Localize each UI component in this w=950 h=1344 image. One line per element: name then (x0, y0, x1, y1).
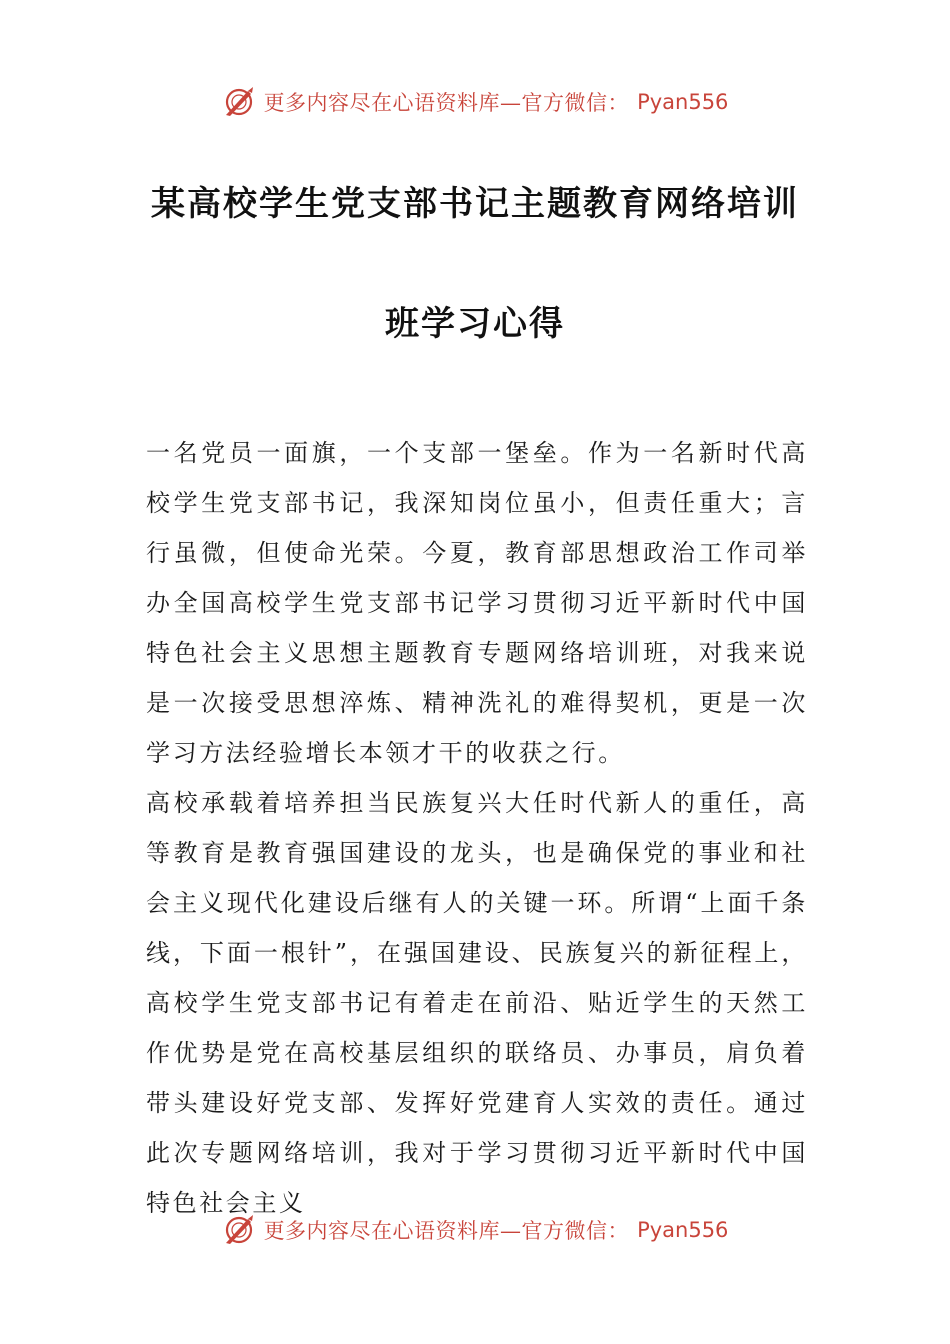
document-title-line-2: 班学习心得 (385, 304, 565, 344)
wechat-id: Pyan556 (637, 90, 729, 114)
banner-text: 更多内容尽在心语资料库—官方微信： (263, 91, 630, 115)
banner-text: 更多内容尽在心语资料库—官方微信： (263, 1219, 630, 1243)
paragraph: 高校承载着培养担当民族复兴大任时代新人的重任，高等教育是教育强国建设的龙头，也是确保党的事业和社会主义现代化建设后继有人的关键一环。所谓“上面千条线，下面一根针”，在强国建设、民族复兴的新征程上，高校学生党支部书记有着走在前沿、贴近学生的天然工作优势是党在高校基层组织的联络员、办事员，肩负着带头建设好党支部、发挥好党建育人实效的责任。通过此次专题网络培训，我对于学习贯彻习近平新时代中国特色社会主义 (146, 789, 808, 1217)
document-body (146, 428, 808, 1228)
footer-banner (0, 1210, 950, 1250)
quill-pen-logo-icon (222, 1213, 256, 1247)
document-title-line-1: 某高校学生党支部书记主题教育网络培训 (151, 184, 799, 224)
quill-pen-logo-icon (222, 85, 256, 119)
wechat-id: Pyan556 (637, 1218, 729, 1242)
paragraph: 一名党员一面旗，一个支部一堡垒。作为一名新时代高校学生党支部书记，我深知岗位虽小，但责任重大；言行虽微，但使命光荣。今夏，教育部思想政治工作司举办全国高校学生党支部书记学习贯彻习近平新时代中国特色社会主义思想主题教育专题网络培训班，对我来说是一次接受思想淬炼、精神洗礼的难得契机，更是一次学习方法经验增长本领才干的收获之行。 (146, 439, 808, 767)
header-banner (0, 82, 950, 122)
